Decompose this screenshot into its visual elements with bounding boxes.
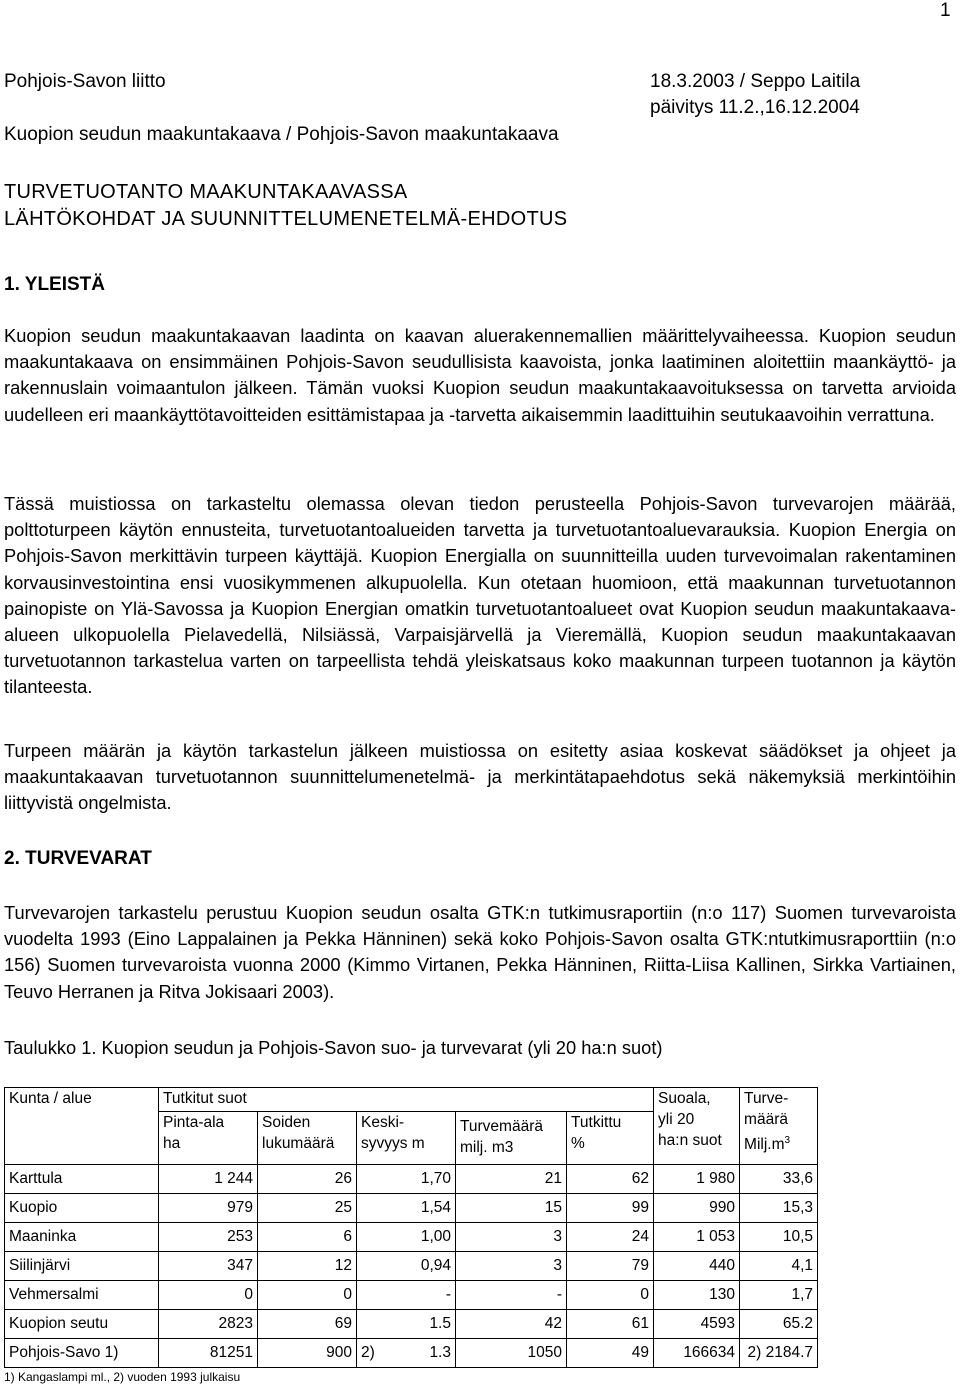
cell-pinta-ala: 979 [159,1194,258,1223]
header-plan: Kuopion seudun maakuntakaava / Pohjois-Savon maakuntakaava [4,124,559,145]
header-turvemaara-total-l3 [744,1130,813,1155]
cell-soiden: 900 [258,1339,357,1368]
section2-paragraph1-text: Turvevarojen tarkastelu perustuu Kuopion seudun osalta GTK:n tutkimusraportiin (n:o 117) Suomen turvevaroista vuodelta 1993 (Eino Lappalainen ja Pekka Hänninen) sekä koko Pohjois-Savon osalta GTK:ntutkimusraporttiin (n:o 156) Suomen turvevaroista vuonna 2000 (Kimmo Virtanen, Pekka Hänninen, Riitta-Liisa Kallinen, Sirkka Vartiainen, Teuvo Herranen ja Ritva Jokisaari 2003). [4,902,956,1002]
header-turvemaara-total-l2: määrä [744,1111,788,1128]
header-turvemaara-total-sup: 3 [784,1135,791,1146]
table-row [5,1165,818,1194]
table-row [5,1223,818,1252]
section1-paragraph1 [4,323,956,428]
cell-soiden: 25 [258,1194,357,1223]
cell-keskisyvyys-note: 2) [361,1344,375,1361]
table-row [5,1310,818,1339]
table-header-row [5,1088,818,1112]
cell-turvemaara-total: 33,6 [740,1165,818,1194]
cell-keskisyvyys-split [361,1344,451,1362]
cell-keskisyvyys-value: 1.3 [429,1344,451,1361]
table-row [5,1194,818,1223]
section2-heading: 2. TURVEVARAT [4,848,152,869]
header-tutkittu-l1: Tutkittu [571,1113,622,1131]
header-pinta-ala-l1: Pinta-ala [163,1113,225,1131]
cell-turvemaara: 3 [456,1252,567,1281]
header-turvemaara-total [740,1088,818,1165]
cell-turvemaara: 21 [456,1165,567,1194]
cell-keskisyvyys: 0,94 [357,1252,456,1281]
cell-name: Kuopio [5,1194,159,1223]
header-suoala [654,1088,740,1165]
header-updated: päivitys 11.2.,16.12.2004 [650,97,860,118]
page-number: 1 [940,0,951,21]
cell-turvemaara: 42 [456,1310,567,1339]
header-suoala-l1: Suoala, [658,1090,711,1107]
header-turve-l2: milj. m3 [460,1138,514,1156]
cell-pinta-ala: 1 244 [159,1165,258,1194]
cell-pinta-ala: 0 [159,1281,258,1310]
table-caption: Taulukko 1. Kuopion seudun ja Pohjois-Savon suo- ja turvevarat (yli 20 ha:n suot) [4,1037,663,1058]
cell-turvemaara-total: 2) 2184.7 [740,1339,818,1368]
cell-tutkittu: 62 [567,1165,654,1194]
cell-soiden: 6 [258,1223,357,1252]
cell-turvemaara-total: 15,3 [740,1194,818,1223]
cell-suoala: 130 [654,1281,740,1310]
cell-pinta-ala: 2823 [159,1310,258,1339]
cell-soiden: 69 [258,1310,357,1339]
header-turvemaara [456,1111,567,1164]
header-suoala-l3: ha:n suot [658,1132,722,1149]
header-soiden-lukumaara [258,1111,357,1164]
cell-suoala: 1 980 [654,1165,740,1194]
document-title-line2: LÄHTÖKOHDAT JA SUUNNITTELUMENETELMÄ-EHDOTUS [4,208,568,230]
cell-suoala: 990 [654,1194,740,1223]
document-title-line1: TURVETUOTANTO MAAKUNTAKAAVASSA [4,181,408,203]
cell-suoala: 166634 [654,1339,740,1368]
table-footnote: 1) Kangaslampi ml., 2) vuoden 1993 julkaisu [4,1370,241,1384]
header-turvemaara-total-l1: Turve- [744,1090,789,1107]
header-tutkittu [567,1111,654,1164]
cell-keskisyvyys: 1.5 [357,1310,456,1339]
cell-suoala: 440 [654,1252,740,1281]
cell-tutkittu: 24 [567,1223,654,1252]
cell-turvemaara-total: 4,1 [740,1252,818,1281]
cell-pinta-ala: 81251 [159,1339,258,1368]
cell-tutkittu: 49 [567,1339,654,1368]
header-studied-label: Tutkitut suot [163,1090,247,1107]
header-soiden-l1: Soiden [262,1113,311,1131]
cell-turvemaara: 15 [456,1194,567,1223]
cell-name: Maaninka [5,1223,159,1252]
header-pinta-ala-l2: ha [163,1134,181,1152]
section1-paragraph3-text: Turpeen määrän ja käytön tarkastelun jälkeen muistiossa on esitetty asiaa koskevat säädökset ja ohjeet ja maakuntakaavan turvetuotannon suunnittelumenetelmä- ja merkintätapaehdotus sekä näkemyksiä merkintöihin liittyvistä ongelmista. [4,740,956,814]
cell-name: Kuopion seutu [5,1310,159,1339]
section1-heading: 1. YLEISTÄ [4,274,106,295]
cell-tutkittu: 79 [567,1252,654,1281]
cell-name: Pohjois-Savo 1) [5,1339,159,1368]
section2-paragraph1 [4,900,956,1005]
table-row [5,1252,818,1281]
cell-keskisyvyys [357,1339,456,1368]
cell-soiden: 12 [258,1252,357,1281]
cell-name: Karttula [5,1165,159,1194]
header-date-author: 18.3.2003 / Seppo Laitila [650,71,861,92]
section1-paragraph3 [4,738,956,817]
cell-soiden: 0 [258,1281,357,1310]
cell-name: Siilinjärvi [5,1252,159,1281]
header-keskisyvyys [357,1111,456,1164]
section1-paragraph1-text: Kuopion seudun maakuntakaavan laadinta on kaavan aluerakennemallien määrittelyvaiheessa. Kuopion seudun maakuntakaava on ensimmäinen Pohjois-Savon seudullisista kaavoista, jonka laatiminen aloitettiin maankäyttö- ja rakennuslain voimaantulon jälkeen. Tämän vuoksi Kuopion seudun maakuntakaavoituksessa on tarvetta arvioida uudelleen eri maankäyttötavoitteiden esittämistapaa ja -tarvetta aikaisemmin laadittuihin seutukaavoihin verrattuna. [4,325,956,425]
header-tutkittu-l2: % [571,1134,585,1152]
cell-keskisyvyys: 1,54 [357,1194,456,1223]
header-area-label: Kunta / alue [9,1090,92,1107]
cell-suoala: 4593 [654,1310,740,1339]
header-pinta-ala [159,1111,258,1164]
header-suoala-l2: yli 20 [658,1111,695,1128]
header-keski-l2: syvyys m [361,1134,425,1152]
header-turvemaara-total-unit: Milj.m [744,1136,785,1154]
cell-soiden: 26 [258,1165,357,1194]
cell-keskisyvyys: - [357,1281,456,1310]
cell-turvemaara-total: 1,7 [740,1281,818,1310]
cell-pinta-ala: 253 [159,1223,258,1252]
section1-paragraph2 [4,491,956,701]
cell-keskisyvyys: 1,00 [357,1223,456,1252]
cell-suoala: 1 053 [654,1223,740,1252]
header-org: Pohjois-Savon liitto [4,71,166,92]
cell-turvemaara-total: 65.2 [740,1310,818,1339]
header-area [5,1088,159,1165]
cell-tutkittu: 61 [567,1310,654,1339]
cell-name: Vehmersalmi [5,1281,159,1310]
cell-pinta-ala: 347 [159,1252,258,1281]
header-soiden-l2: lukumäärä [262,1134,335,1152]
cell-keskisyvyys: 1,70 [357,1165,456,1194]
table-row-total [5,1339,818,1368]
cell-tutkittu: 0 [567,1281,654,1310]
header-keski-l1: Keski- [361,1113,405,1131]
peat-resources-table [4,1087,818,1368]
header-turve-l1: Turvemäärä [460,1117,543,1135]
header-studied [159,1088,654,1112]
cell-turvemaara: 1050 [456,1339,567,1368]
section1-paragraph2-text: Tässä muistiossa on tarkasteltu olemassa olevan tiedon perusteella Pohjois-Savon turvevarojen määrää, polttoturpeen käytön ennusteita, turvetuotantoalueiden tarvetta ja turvetuotantoaluevarauksia. Kuopion Energia on Pohjois-Savon merkittävin turpeen käyttäjä. Kuopion Energialla on suunnitteilla uuden turvevoimalan rakentaminen korvausinvestointina ensi vuosikymmenen alkupuolella. Kun otetaan huomioon, että maakunnan turvetuotannon painopiste on Ylä-Savossa ja Kuopion Energian omatkin turvetuotantoalueet ovat Kuopion seudun maakuntakaava-alueen ulkopuolella Pielavedellä, Nilsiässä, Varpaisjärvellä ja Vieremällä, Kuopion seudun maakuntakaavan turvetuotannon tarkastelua varten on tarpeellista tehdä yleiskatsaus koko maakunnan turpeen tuotannon ja käytön tilanteesta. [4,493,956,698]
cell-tutkittu: 99 [567,1194,654,1223]
cell-turvemaara: 3 [456,1223,567,1252]
cell-turvemaara: - [456,1281,567,1310]
table-row [5,1281,818,1310]
cell-turvemaara-total: 10,5 [740,1223,818,1252]
